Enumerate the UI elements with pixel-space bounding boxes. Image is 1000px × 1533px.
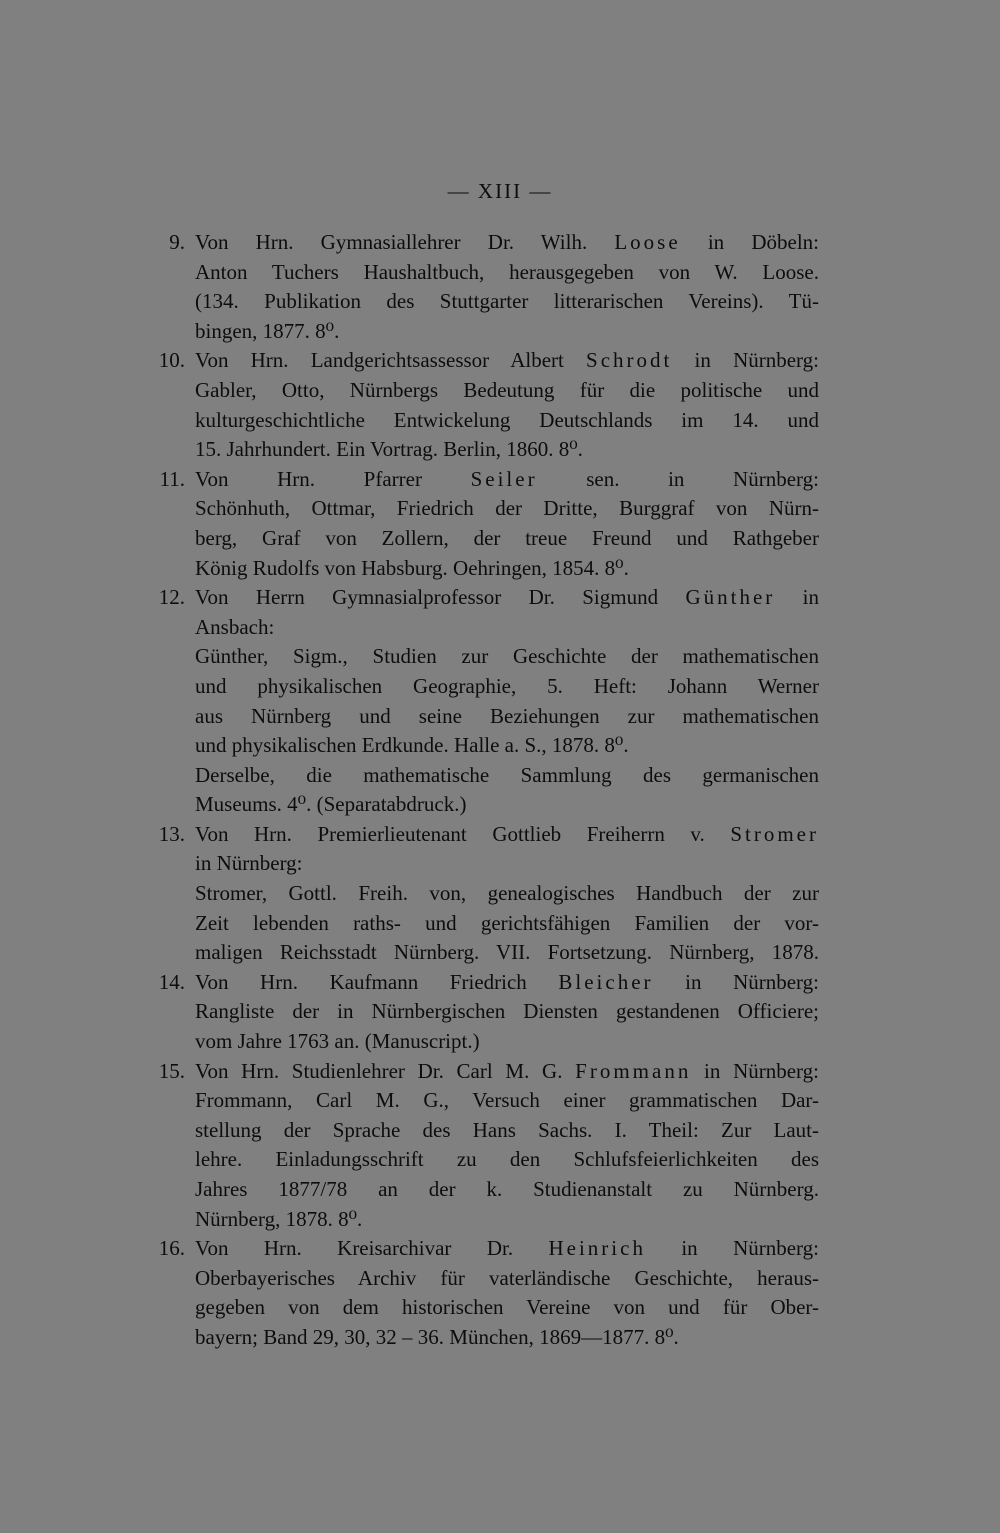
donor-line: Von Hrn. Kaufmann Friedrich Bleicher in Nürnberg: — [195, 969, 819, 994]
entry-number: 9. — [169, 230, 185, 254]
running-head: — XIII — — [447, 179, 553, 203]
donor-line: Von Hrn. Kreisarchivar Dr. Heinrich in Nürnberg: — [195, 1236, 820, 1261]
spaced-name: Loose — [614, 230, 681, 254]
entry-text-line: berg, Graf von Zollern, der treue Freund und Rathgeber — [195, 525, 819, 550]
spaced-name: Bleicher — [558, 969, 654, 994]
entry-text-line: maligen Reichsstadt Nürnberg. VII. Fortsetzung. Nürnberg, 1878. — [195, 940, 819, 965]
accession-entry — [0, 583, 1000, 820]
entry-text-line: Ansbach: — [195, 614, 275, 639]
entry-number: 15. — [158, 1058, 185, 1083]
entry-text-line: Günther, Sigm., Studien zur Geschichte der mathematischen — [195, 644, 819, 669]
accession-entry — [0, 346, 1000, 464]
entry-number: 11. — [159, 466, 185, 491]
entry-number: 10. — [158, 348, 185, 373]
entry-text-line: Oberbayerisches Archiv für vaterländische Geschichte, heraus- — [195, 1265, 819, 1290]
entry-text-line: kulturgeschichtliche Entwickelung Deutschlands im 14. und — [195, 407, 819, 432]
entry-number: 14. — [158, 969, 185, 994]
donor-line: Von Hrn. Studienlehrer Dr. Carl M. G. Frommann in Nürnberg: — [195, 1058, 819, 1083]
entry-text-line: bingen, 1877. 8⁰. — [195, 318, 340, 343]
accession-list — [0, 228, 1000, 1353]
spaced-name: Seiler — [470, 466, 538, 491]
entry-text-line: Jahres 1877/78 an der k. Studienanstalt zu Nürnberg. — [195, 1177, 819, 1201]
entry-text-line: und physikalischen Geographie, 5. Heft: Johann Werner — [195, 673, 819, 698]
entry-text-line: gegeben von dem historischen Vereine von und für Ober- — [195, 1295, 819, 1320]
donor-line: Von Herrn Gymnasialprofessor Dr. Sigmund Günther in — [195, 585, 819, 610]
donor-line: Von Hrn. Pfarrer Seiler sen. in Nürnberg: — [195, 466, 819, 491]
entry-text-line: König Rudolfs von Habsburg. Oehringen, 1854. 8⁰. — [195, 555, 629, 580]
entry-number: 13. — [158, 821, 185, 846]
spaced-name: Frommann — [575, 1058, 692, 1083]
donor-line: Von Hrn. Gymnasiallehrer Dr. Wilh. Loose in Döbeln: — [195, 230, 819, 254]
accession-entry — [0, 465, 1000, 583]
accession-entry — [0, 1057, 1000, 1235]
accession-entry — [0, 228, 1000, 346]
entry-text-line: Schönhuth, Ottmar, Friedrich der Dritte, Burggraf von Nürn- — [195, 496, 819, 521]
entry-number: 16. — [158, 1236, 185, 1261]
accession-entry — [0, 820, 1000, 968]
entry-text-line: Museums. 4⁰. (Separatabdruck.) — [195, 792, 467, 817]
entry-number: 12. — [158, 585, 185, 610]
spaced-name: Schrodt — [586, 348, 673, 373]
entry-text-line: Rangliste der in Nürnbergischen Diensten gestandenen Officiere; — [195, 999, 819, 1024]
accession-entry — [0, 1234, 1000, 1352]
entry-text-line: bayern; Band 29, 30, 32 – 36. München, 1869—1877. 8⁰. — [195, 1324, 679, 1349]
entry-text-line: 15. Jahrhundert. Ein Vortrag. Berlin, 1860. 8⁰. — [195, 437, 583, 462]
entry-text-line: Nürnberg, 1878. 8⁰. — [195, 1206, 363, 1231]
entry-text-line: Zeit lebenden raths- und gerichtsfähigen Familien der vor- — [195, 910, 819, 935]
spaced-name: Stromer — [730, 821, 819, 846]
entry-text-line: stellung der Sprache des Hans Sachs. I. Theil: Zur Laut- — [195, 1117, 819, 1142]
spaced-name: Günther — [685, 585, 776, 610]
entry-text-line: und physikalischen Erdkunde. Halle a. S., 1878. 8⁰. — [195, 733, 629, 758]
entry-text-line: Frommann, Carl M. G., Versuch einer grammatischen Dar- — [195, 1088, 819, 1113]
entry-text-line: vom Jahre 1763 an. (Manuscript.) — [195, 1029, 480, 1054]
entry-text-line: Derselbe, die mathematische Sammlung des germanischen — [195, 762, 819, 787]
entry-text-line: Gabler, Otto, Nürnbergs Bedeutung für die politische und — [195, 377, 819, 402]
accession-entry — [0, 968, 1000, 1057]
entry-text-line: aus Nürnberg und seine Beziehungen zur mathematischen — [195, 703, 819, 728]
donor-line: Von Hrn. Premierlieutenant Gottlieb Freiherrn v. Stromer — [195, 821, 819, 846]
entry-text-line: (134. Publikation des Stuttgarter litterarischen Vereins). Tü- — [195, 289, 819, 314]
spaced-name: Heinrich — [548, 1236, 646, 1261]
entry-text-line: Anton Tuchers Haushaltbuch, herausgegeben von W. Loose. — [195, 259, 819, 284]
entry-text-line: Stromer, Gottl. Freih. von, genealogisches Handbuch der zur — [195, 881, 819, 906]
entry-text-line: in Nürnberg: — [195, 851, 303, 876]
donor-line: Von Hrn. Landgerichtsassessor Albert Schrodt in Nürnberg: — [195, 348, 820, 373]
entry-text-line: lehre. Einladungsschrift zu den Schlufsfeierlichkeiten des — [195, 1147, 819, 1172]
